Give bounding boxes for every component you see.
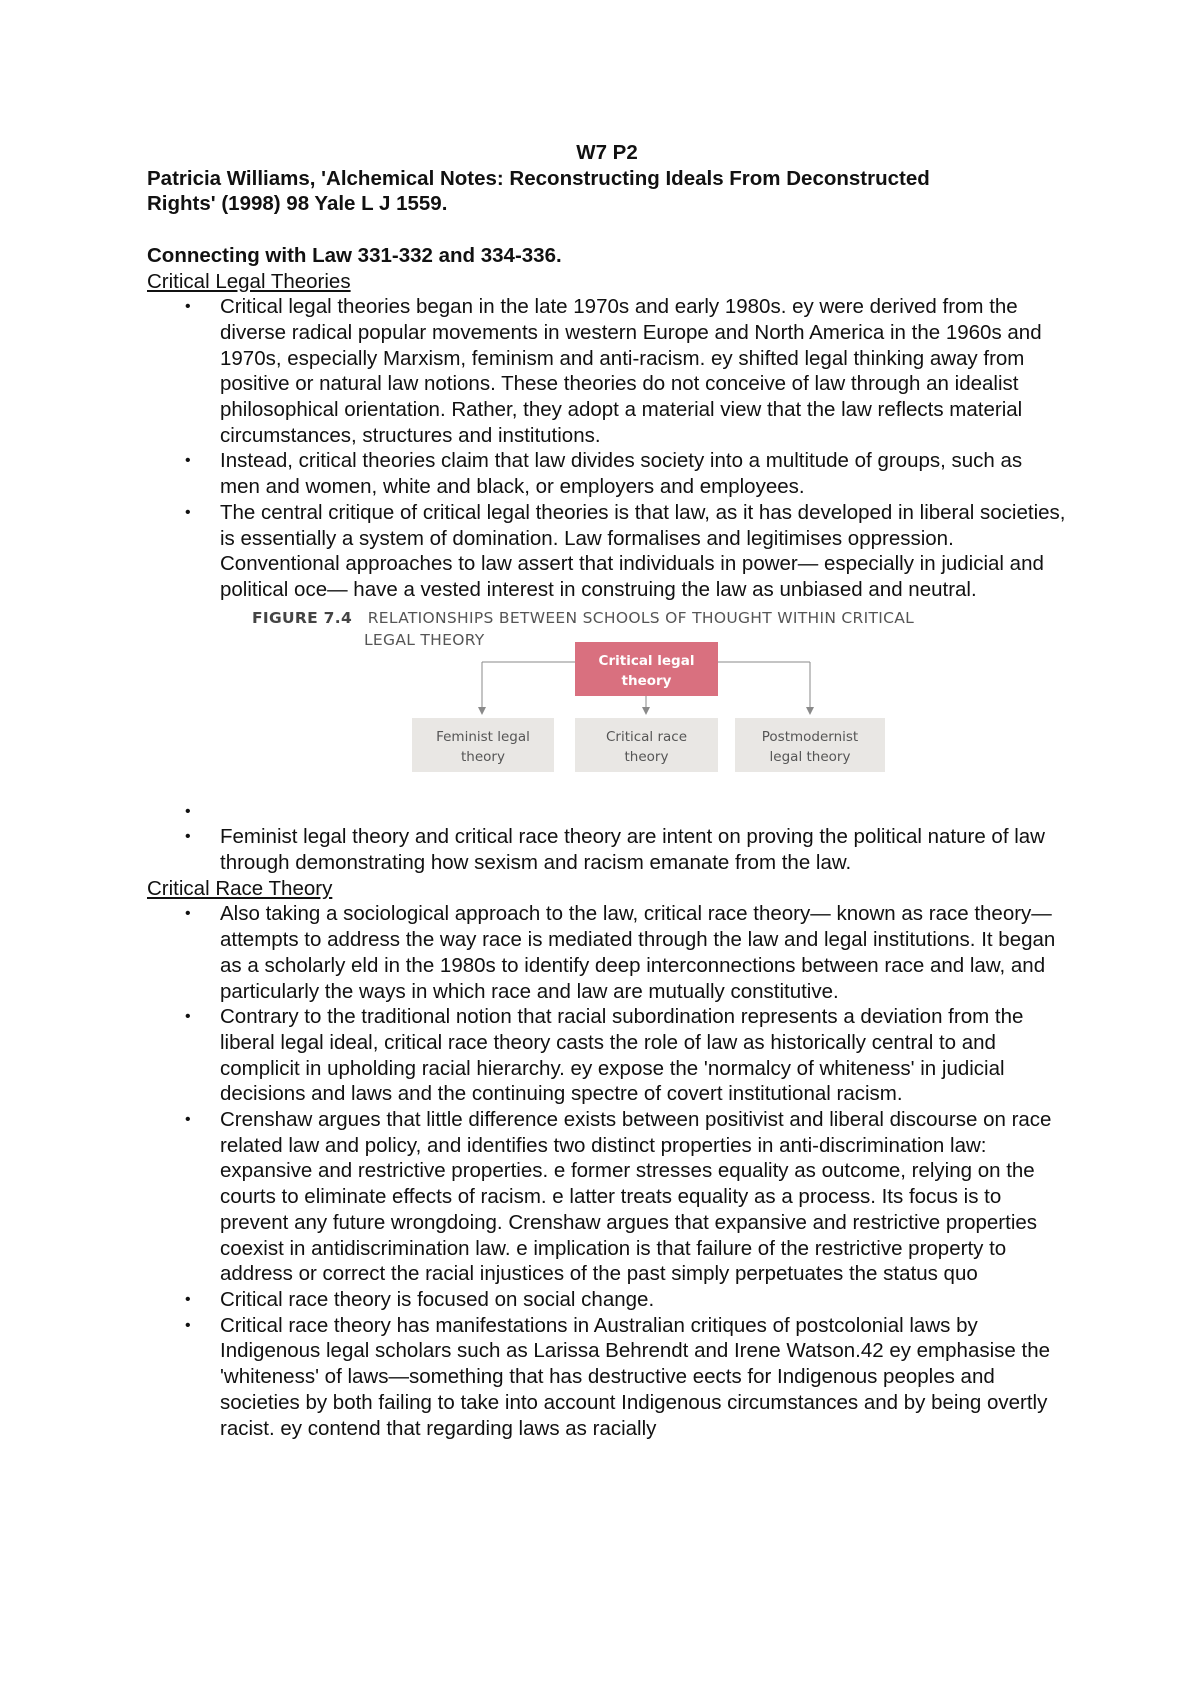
figure-diagram [147, 607, 1067, 793]
bullet-icon: • [185, 1111, 191, 1129]
list-item-text: Instead, critical theories claim that law divides society into a multitude of groups, such as men and women, white and black, or employers and employees. [220, 449, 1023, 499]
bullet-list-race-theory [147, 901, 1067, 1441]
bullet-icon: • [185, 298, 191, 316]
bullet-icon: • [185, 802, 191, 820]
citation-line-2: Rights' (1998) 98 Yale L J 1559. [147, 192, 448, 216]
bullet-icon: • [185, 1316, 191, 1334]
figure-caption-line-2: LEGAL THEORY [364, 630, 485, 649]
arrow-icon [806, 707, 814, 715]
list-item [147, 1004, 1067, 1107]
list-item [147, 824, 1067, 875]
page-title: W7 P2 [576, 141, 638, 164]
list-item-text: Contrary to the traditional notion that racial subordination represents a deviation from the liberal legal ideal, critical race theory casts the role of law as historically central to and complicit in upholding racial hierarchy. ey expose the 'normalcy of whiteness' in judicial decisions and laws and the continuing spectre of covert institutional racism. [220, 1005, 1024, 1106]
bullet-icon: • [185, 828, 191, 846]
list-item-text: Also taking a sociological approach to the law, critical race theory— known as race theory— attempts to address the way race is mediated through the law and legal institutions. It began as a scholarly eld in the 1980s to identify deep interconnections between race and law, and particularly the ways in which race and law are mutually constitutive. [220, 902, 1056, 1003]
child-node-label-line-1: Critical race [605, 728, 688, 745]
list-item-text: Critical legal theories began in the late 1970s and early 1980s. ey were derived from the diverse radical popular movements in western Europe and North America in the 1960s and 1970s, especially Marxism, feminism and anti-racism. ey shifted legal thinking away from positive or natural law notions. These theories do not conceive of law through an idealist philosophical orientation. Rather, they adopt a material view that the law reflects material circumstances, structures and institutions. [220, 295, 1042, 447]
bullet-list-after-figure [147, 799, 1067, 876]
figure-7-4 [147, 607, 1067, 793]
blank-line [147, 217, 1067, 243]
citation [147, 166, 1067, 217]
child-node-label-line-2: theory [624, 748, 669, 765]
child-node-label-line-1: Feminist legal [436, 728, 530, 745]
list-item-text: Feminist legal theory and critical race theory are intent on proving the political nature of law through demonstrating how sexism and racism emanate from the law. [220, 825, 1045, 875]
bullet-list-legal-theories [147, 294, 1067, 602]
bullet-icon: • [185, 452, 191, 470]
child-node-critical-race-theory [575, 718, 718, 772]
list-item-text: Critical race theory has manifestations in Australian critiques of postcolonial laws by Indigenous legal scholars such as Larissa Behrendt and Irene Watson.42 ey emphasise the 'whiteness' of laws—something that has destructive eects for Indigenous peoples and societies by both failing to take into account Indigenous circumstances and by being overtly racist. ey contend that regarding laws as racially [220, 1313, 1050, 1440]
list-item [147, 1287, 1067, 1313]
figure-number: FIGURE 7.4 [252, 608, 353, 627]
arrow-icon [478, 707, 486, 715]
child-node-postmodernist-legal-theory [735, 718, 885, 772]
bullet-icon: • [185, 905, 191, 923]
list-item-text: The central critique of critical legal theories is that law, as it has developed in liberal societies, is essentially a system of domination. Law formalises and legitimises oppression. Conventional approaches to law assert that individuals in power— especially in judicial and political oce— have a vested interest in construing the law as unbiased and neutral. [220, 500, 1066, 601]
child-node-label-line-2: theory [461, 748, 505, 765]
top-node-label-line-1: Critical legal [598, 652, 695, 669]
child-node-label-line-2: legal theory [769, 748, 851, 765]
bullet-icon: • [185, 503, 191, 521]
list-item-empty [147, 799, 1067, 825]
list-item [147, 448, 1067, 499]
bullet-icon: • [185, 1008, 191, 1026]
list-item [147, 294, 1067, 448]
bullet-icon: • [185, 1291, 191, 1308]
arrow-icon [642, 707, 650, 715]
section-heading-critical-legal-theories: Critical Legal Theories [147, 269, 351, 293]
list-item [147, 1107, 1067, 1287]
list-item [147, 1313, 1067, 1442]
child-node-label-line-1: Postmodernist [761, 728, 859, 745]
top-node-label-line-2: theory [621, 672, 672, 689]
figure-caption-line-1: RELATIONSHIPS BETWEEN SCHOOLS OF THOUGHT WITHIN CRITICAL [367, 608, 915, 627]
top-node-critical-legal-theory [575, 642, 718, 696]
connecting-heading: Connecting with Law 331-332 and 334-336. [147, 243, 562, 267]
list-item [147, 901, 1067, 1004]
child-node-feminist-legal-theory [412, 718, 554, 772]
document-page [147, 140, 1067, 1441]
list-item [147, 500, 1067, 603]
list-item-text: Critical race theory is focused on social change. [220, 1288, 655, 1311]
citation-line-1: Patricia Williams, 'Alchemical Notes: Reconstructing Ideals From Deconstructed [147, 166, 930, 190]
section-heading-critical-race-theory: Critical Race Theory [147, 876, 333, 900]
list-item-text: Crenshaw argues that little difference exists between positivist and liberal discourse on race related law and policy, and identifies two distinct properties in anti-discrimination law: expansive and restrictive properties. e former stresses equality as outcome, relying on the courts to eliminate effects of racism. e latter treats equality as a process. Its focus is to prevent any future wrongdoing. Crenshaw argues that expansive and restrictive properties coexist in antidiscrimination law. e implication is that failure of the restrictive property to address or correct the racial injustices of the past simply perpetuates the status quo [220, 1108, 1052, 1286]
